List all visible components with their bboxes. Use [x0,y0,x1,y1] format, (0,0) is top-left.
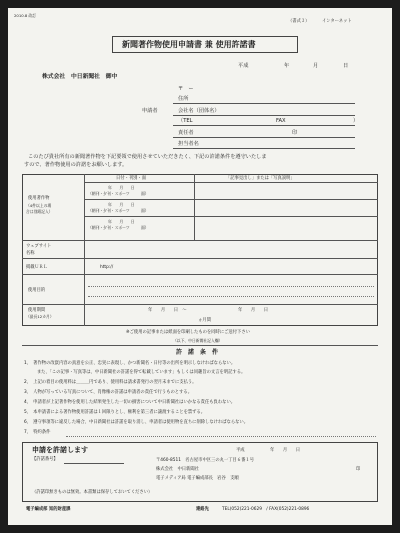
condition-2: 2、 上記の着目の使用料は＿＿＿円であり、使用料は請求書発行の翌月末までに支払う。 [24,380,197,385]
footer-contact-label: 連絡先 [196,507,209,512]
tel-label: （TEL [178,118,193,124]
row2-edition: （朝刊・夕刊・スポーツ 面） [88,208,149,213]
col-article-header: 「記事見出し」または「写真説明」 [226,176,295,181]
row2-date: 年 月 日 [108,202,135,207]
application-form [8,8,392,525]
condition-4: 4、 申請者が上記著作物を使用した結果発生した一切の損害について中日新聞社はいかなる責任も負わない。 [24,400,236,405]
condition-1b: また、「この記事・写真等は、中日新聞社の許諾を得て転載しています」もしくは同趣旨の文言を明記する。 [24,370,246,375]
purpose-label: 使用目的 [28,288,46,293]
special-conditions-line [66,436,376,437]
conditions-title: 許 諾 条 件 [176,349,219,356]
row-rule-purpose [22,304,378,305]
permit-department: 電子メディア局 電子編成部長 岩谷 支順 [156,476,239,481]
conditions-top-rule [22,345,378,346]
contact-underline [173,148,355,149]
permit-title: 申請を許諾します [32,446,88,454]
date-era: 平成 [238,63,249,69]
date-day: 日 [343,63,349,69]
form-title: 新聞著作物使用申請書 兼 使用許諾書 [122,40,256,49]
period-start: 年 月 日 〜 [148,308,187,313]
footer-dept: 電子編成部 知的財産課 [26,507,71,512]
url-value: http:// [100,265,114,270]
purpose-dotline-1 [88,286,374,287]
permit-era: 平成 [236,448,245,453]
revision-note: 2010.8 改訂 [14,13,37,18]
row-rule-url [22,274,378,275]
condition-5: 5、 本申請書による著作物使用許諾は１回限りとし、権利を第三者に譲渡することを禁ずる。 [24,410,206,415]
note-internal: （以下、中日新聞社記入欄） [173,338,223,343]
responsible-underline [173,137,355,138]
form-kind: （書式３） [288,19,310,24]
header-rule [84,182,378,183]
row3-date: 年 月 日 [108,219,135,224]
usage-label-3: 合は別紙記入） [26,209,53,214]
date-year: 年 [284,63,290,69]
permit-company: 株式会社 中日新聞社 [156,467,199,472]
permit-date: 年 月 日 [270,448,301,453]
permit-number-label: 【許諾番号】 [32,457,58,462]
url-label: 掲載ＵＲＬ [26,265,48,270]
table-col-divider [194,174,195,240]
col-date-header: 日付・刊別・面 [116,176,147,181]
date-month: 月 [313,63,319,69]
row-rule-website [22,258,378,259]
addressee: 株式会社 中日新聞社 御中 [42,74,118,80]
intro-line-2: すので、著作物使用の許諾をお願いします。 [24,162,128,168]
title-box [112,36,298,53]
applicant-label: 申請者 [142,108,158,114]
permit-number-underline [64,463,124,464]
condition-6: 6、 遵守事項等に違反した場合、中日新聞社は許諾を取り消し、申請者は使用物を直ちに削除しなければならない。 [24,420,249,425]
usage-label-1: 使用著作物 [28,196,50,201]
period-label-2: （最長12カ月） [26,314,54,319]
responsible-seal: 印 [292,130,298,136]
row1-date: 年 月 日 [108,185,135,190]
responsible-label: 責任者 [178,130,194,136]
footer-contact: TEL(052)221-0629 / FAX(052)221-0896 [222,507,310,512]
row-rule-2 [84,216,378,217]
row1-edition: （朝刊・夕刊・スポーツ 面） [88,191,149,196]
permit-seal: 印 [356,467,361,472]
permit-note: （許諾印無きものは無効。本書類は保存しておいてください） [32,490,153,495]
period-label-1: 使用期間 [28,308,46,313]
condition-1: 1、 著作物の改竄内容の真意を公正、忠実に表現し、かつ新聞名・日付等の出所を明示しなければならない。 [24,361,236,366]
condition-7: 7、 特約条件 [24,430,51,435]
permit-address: 〒460-8511 名古屋市中区三の丸一丁目６番１号 [156,458,255,463]
period-end: 年 月 日 [238,308,269,313]
condition-3: 3、 人物が写っている写真について、肖像権の許諾は申請者の責任で行うものとする。 [24,390,192,395]
company-underline [173,115,355,116]
row-rule-1 [84,199,378,200]
period-months: ヵ月間 [198,318,211,323]
usage-label-2: （4件以上の場 [26,203,52,208]
company-label: 会社名（団体名） [178,108,220,114]
address-underline [173,103,355,104]
row3-edition: （朝刊・夕刊・スポーツ 面） [88,225,149,230]
note-send-copy: ※ご使用の記事または紙面を印刷したものを同時にご送付下さい [126,330,250,335]
intro-line-1: このたび貴社所有の新聞著作物を下記要領で使用させていただきたく、下記の許諾条件を遵守いたしま [28,154,267,160]
zip-label: 〒 ー [178,86,194,92]
channel-label: インターネット [322,19,352,24]
address-label: 住所 [178,96,189,102]
website-label-2: 名称 [26,251,35,256]
tel-underline [173,125,355,126]
purpose-dotline-2 [88,296,374,297]
website-label-1: ウェブサイト [26,244,52,249]
row-rule-usage [22,240,378,241]
fax-label: FAX [276,118,286,124]
tel-fax-close: ） [353,118,359,124]
contact-label: 担当者名 [178,141,199,147]
